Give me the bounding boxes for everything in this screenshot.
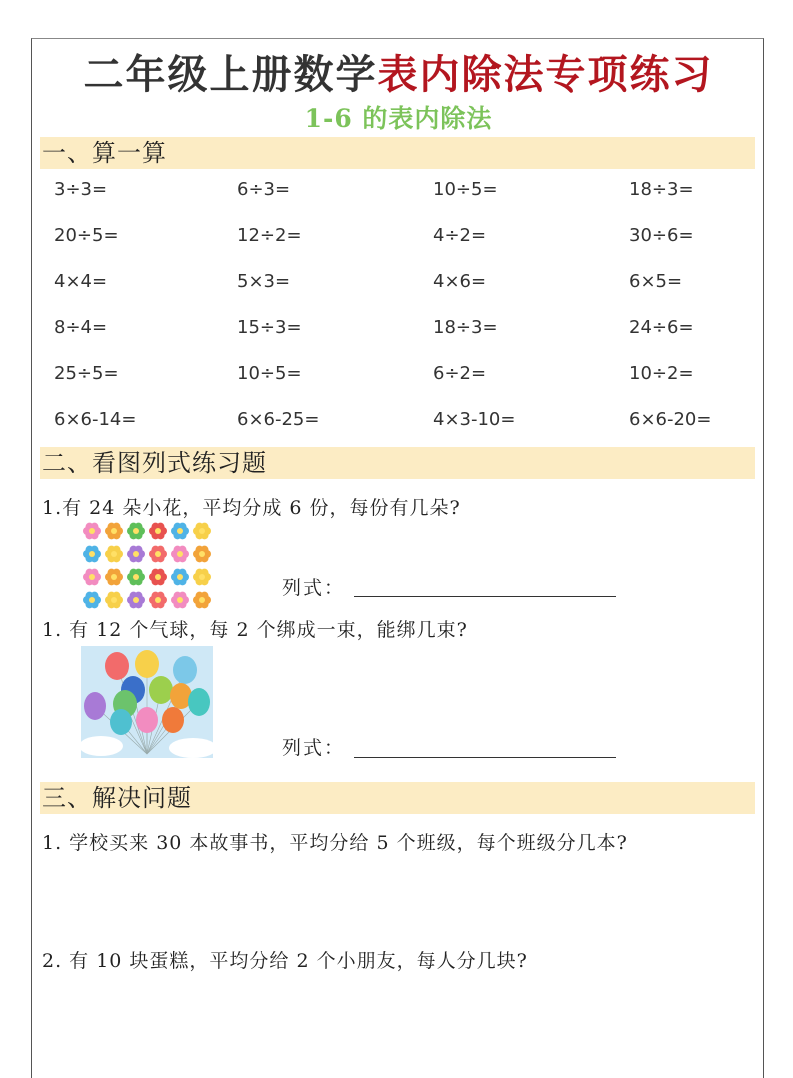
flower-icon [171,523,189,540]
title-grade: 二年级上册数学 [83,51,378,98]
calc-item: 6×5= [629,271,683,292]
calc-item: 4×4= [54,271,108,292]
picture-question-2: 1. 有 12 个气球，每 2 个绑成一束，能绑几束? [42,619,468,641]
flower-icon [171,592,189,609]
section-heading-solve-problems: 三、解决问题 [40,782,755,814]
flowers-illustration [81,520,213,612]
worksheet-page [31,38,764,1078]
section-heading-picture-problems: 二、看图列式练习题 [40,447,755,479]
flower-icon [105,569,123,586]
flower-icon [105,592,123,609]
calc-item: 8÷4= [54,317,108,338]
flower-icon [193,569,211,586]
section-heading-calculate: 一、算一算 [40,137,755,169]
calc-item: 18÷3= [629,179,694,200]
calc-row [54,409,754,439]
worksheet-subtitle: 1-6 的表内除法 [304,104,493,133]
flower-icon [193,523,211,540]
flower-icon [127,523,145,540]
calc-item: 6÷2= [433,363,487,384]
calc-item: 15÷3= [237,317,302,338]
calc-row [54,271,754,301]
calc-item: 20÷5= [54,225,119,246]
answer-line-1[interactable] [354,596,616,597]
calc-item: 10÷5= [433,179,498,200]
calc-item: 6÷3= [237,179,291,200]
flower-icon [83,592,101,609]
calc-item: 10÷2= [629,363,694,384]
calc-item: 4÷2= [433,225,487,246]
balloons-illustration [81,646,213,758]
calc-item: 12÷2= [237,225,302,246]
answer-line-2[interactable] [354,757,616,758]
flower-icon [105,523,123,540]
flower-icon [171,569,189,586]
picture-question-1: 1.有 24 朵小花，平均分成 6 份，每份有几朵? [42,497,461,519]
calc-row [54,317,754,347]
calc-item: 6×6-14= [54,409,137,430]
flower-icon [149,546,167,563]
calc-item: 3÷3= [54,179,108,200]
flower-icon [149,523,167,540]
flower-icon [127,592,145,609]
calc-item: 25÷5= [54,363,119,384]
calc-item: 4×3-10= [433,409,516,430]
flower-icon [105,546,123,563]
formula-label-1: 列式： [282,577,346,599]
calc-row [54,225,754,255]
flower-icon [127,569,145,586]
flower-icon [83,523,101,540]
flower-icon [83,546,101,563]
flower-icon [127,546,145,563]
calc-item: 4×6= [433,271,487,292]
calc-item: 18÷3= [433,317,498,338]
formula-label-2: 列式： [282,737,346,759]
calc-item: 6×6-25= [237,409,320,430]
calc-row [54,179,754,209]
title-topic: 表内除法专项练习 [377,51,714,98]
flower-icon [193,546,211,563]
flower-icon [171,546,189,563]
calc-item: 24÷6= [629,317,694,338]
calc-item: 6×6-20= [629,409,712,430]
calc-item: 5×3= [237,271,291,292]
word-problem-2: 2. 有 10 块蛋糕，平均分给 2 个小朋友，每人分几块? [42,950,528,972]
flower-icon [149,569,167,586]
word-problem-1: 1. 学校买来 30 本故事书，平均分给 5 个班级，每个班级分几本? [42,832,628,854]
calc-row [54,363,754,393]
flower-icon [83,569,101,586]
calc-item: 30÷6= [629,225,694,246]
flower-icon [149,592,167,609]
worksheet-title [32,43,765,100]
flower-icon [193,592,211,609]
calc-item: 10÷5= [237,363,302,384]
